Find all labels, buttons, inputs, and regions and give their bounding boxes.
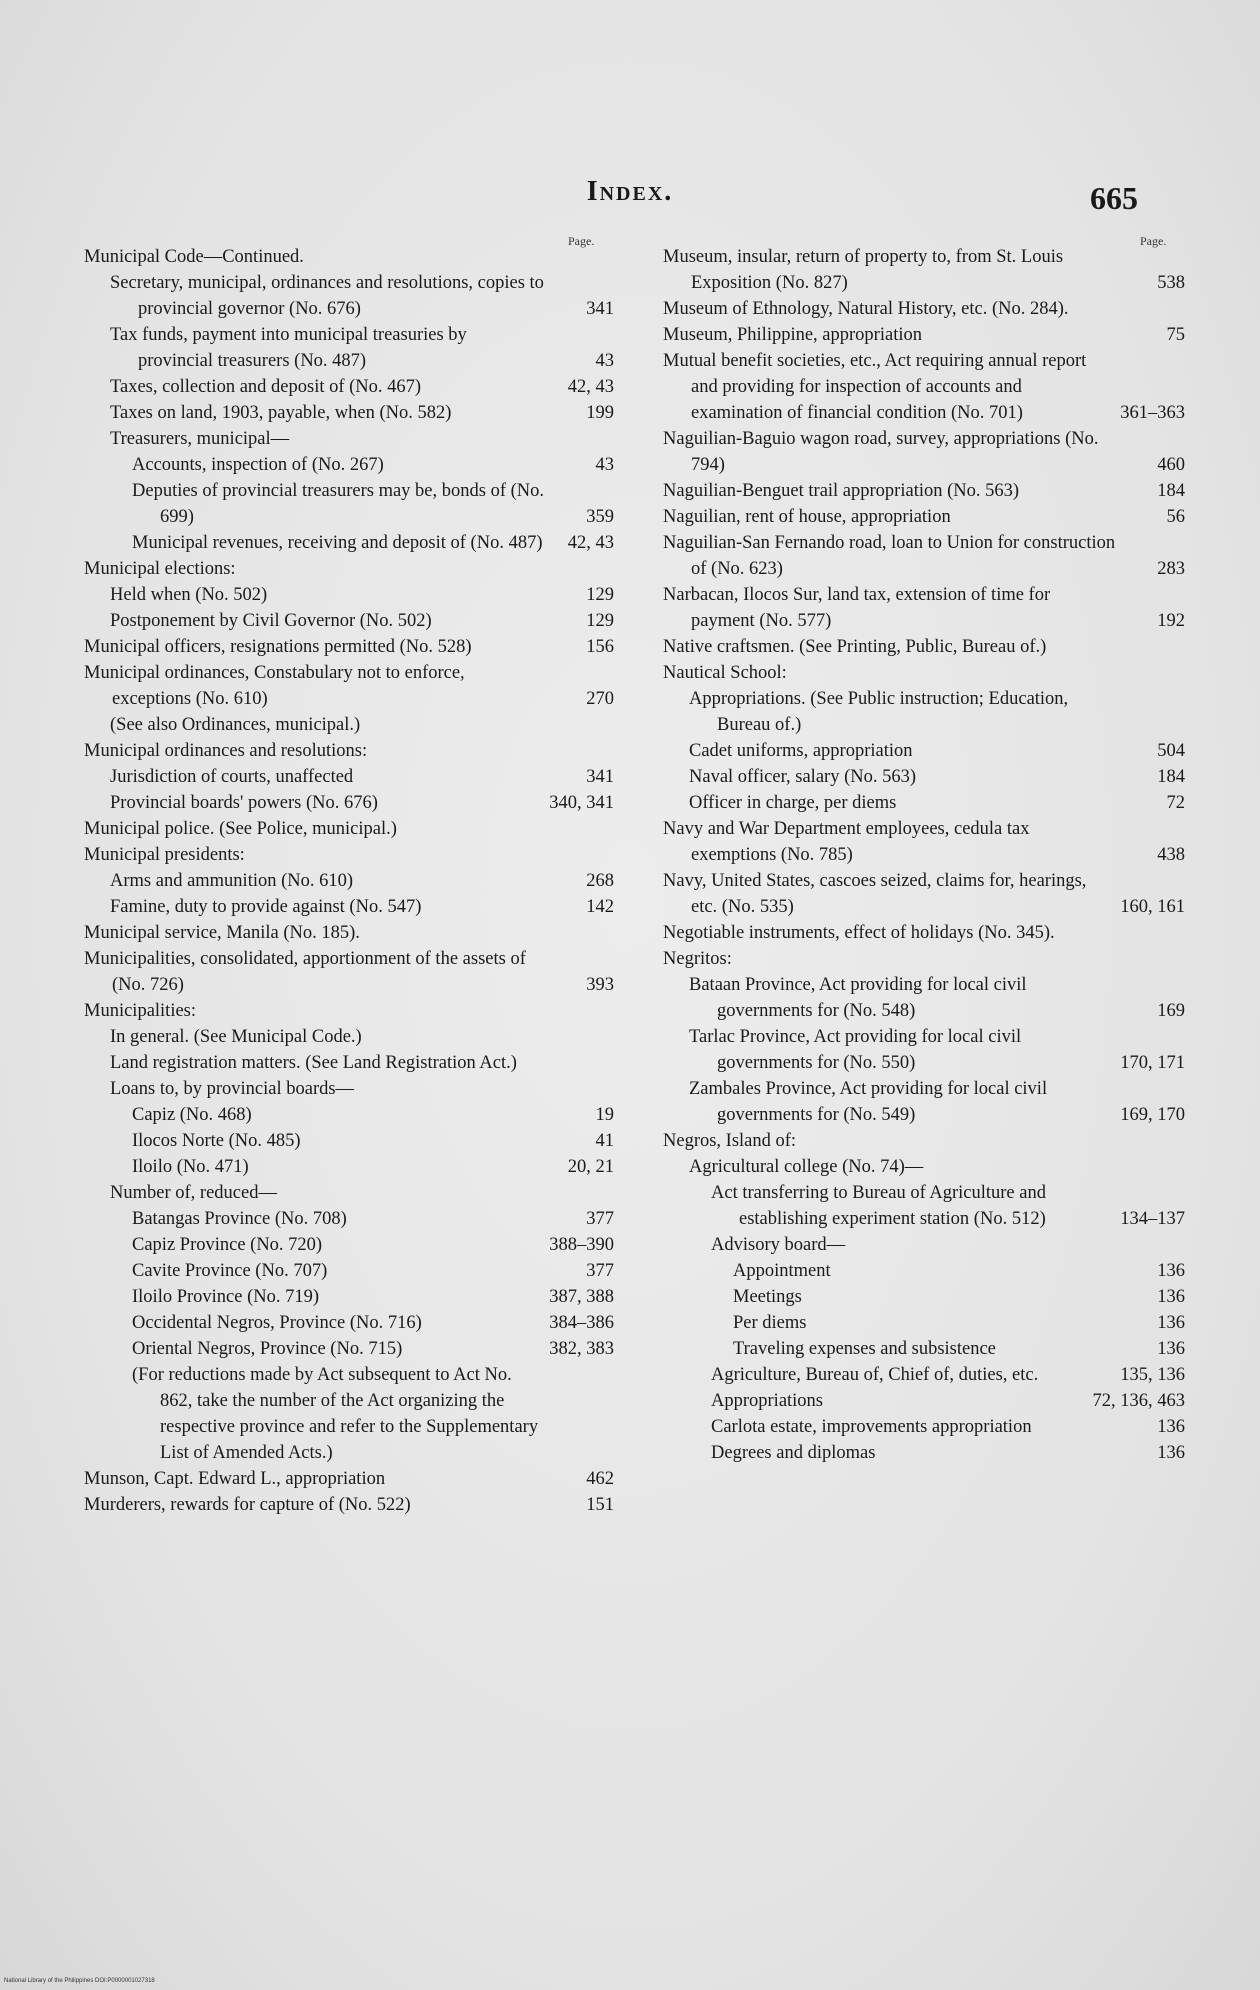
index-entry-text: Accounts, inspection of (No. 267): [132, 455, 384, 475]
index-entry-text: Naguilian-Baguio wagon road, survey, appropriations (No. 794): [663, 429, 1099, 475]
index-entry-page: 42, 43: [567, 377, 614, 397]
index-entry-text: Municipal presidents:: [84, 845, 245, 865]
index-entry: [132, 1154, 614, 1180]
index-entry: Naval officer, salary (No. 563) 184: [689, 767, 1185, 787]
index-entry: Batangas Province (No. 708) 377: [132, 1209, 614, 1229]
index-entry: [110, 1050, 614, 1076]
page-column-label-right: Page.: [1140, 234, 1167, 248]
index-entry-page: 134–137: [1120, 1209, 1185, 1229]
index-entry-text: Negros, Island of:: [663, 1131, 797, 1151]
index-entry: Municipalities, consolidated, apportionment of the assets of (No. 726) 393: [84, 949, 614, 995]
index-entry: [84, 816, 614, 842]
index-entry-text: Museum, insular, return of property to, from St. Louis Exposition (No. 827): [663, 247, 1064, 293]
index-entry-text: Nautical School:: [663, 663, 787, 683]
index-entry-text: Postponement by Civil Governor (No. 502): [110, 611, 432, 631]
index-entry: Narbacan, Ilocos Sur, land tax, extension of time for payment (No. 577) 192: [663, 585, 1185, 631]
index-entry: Naguilian-San Fernando road, loan to Union for construction of (No. 623) 283: [663, 533, 1185, 579]
index-entry-text: (See also Ordinances, municipal.): [110, 715, 361, 735]
index-entry: [689, 1154, 1185, 1180]
index-entry: [663, 348, 1185, 426]
index-entry-text: Occidental Negros, Province (No. 716): [132, 1313, 422, 1333]
index-entry-text: Tax funds, payment into municipal treasuries by provincial treasurers (No. 487): [110, 325, 467, 371]
index-entry-text: Jurisdiction of courts, unaffected: [110, 767, 354, 787]
index-entry-text: Municipalities, consolidated, apportionment of the assets of (No. 726): [84, 949, 526, 995]
index-entry-text: Municipal ordinances and resolutions:: [84, 741, 368, 761]
index-entry: [132, 1362, 614, 1466]
index-entry: [84, 842, 614, 868]
index-entry: Meetings 136: [733, 1287, 1185, 1307]
index-entry-text: Municipal elections:: [84, 559, 236, 579]
index-entry-text: Deputies of provincial treasurers may be, bonds of (No. 699): [132, 481, 545, 527]
index-entry-page: 135, 136: [1120, 1365, 1185, 1385]
index-entry: Jurisdiction of courts, unaffected 341: [110, 767, 614, 787]
index-entry: [110, 374, 614, 400]
index-entry-text: Navy and War Department employees, cedula tax exemptions (No. 785): [663, 819, 1030, 865]
index-entry: Navy and War Department employees, cedula tax exemptions (No. 785) 438: [663, 819, 1185, 865]
index-entry: [689, 686, 1185, 738]
index-entry-page: 382, 383: [549, 1339, 614, 1359]
index-entry-text: Arms and ammunition (No. 610): [110, 871, 354, 891]
index-entry-text: Narbacan, Ilocos Sur, land tax, extension of time for payment (No. 577): [663, 585, 1051, 631]
index-entry: Cadet uniforms, appropriation 504: [689, 741, 1185, 761]
index-entry: Cavite Province (No. 707) 377: [132, 1261, 614, 1281]
index-entry: Carlota estate, improvements appropriation 136: [711, 1417, 1185, 1437]
index-entry: Naguilian, rent of house, appropriation 56: [663, 507, 1185, 527]
index-entry: Degrees and diplomas 136: [711, 1443, 1185, 1463]
index-entry-page: 20, 21: [567, 1157, 614, 1177]
index-entry: [110, 426, 614, 452]
index-entry: [132, 530, 614, 556]
index-entry: Capiz (No. 468) 19: [132, 1105, 614, 1125]
index-entry-text: Native craftsmen. (See Printing, Public, Bureau of.): [663, 637, 1047, 657]
index-entry-text: Munson, Capt. Edward L., appropriation: [84, 1469, 386, 1489]
index-entry: [663, 634, 1185, 660]
index-entry-text: Zambales Province, Act providing for local civil governments for (No. 549): [689, 1079, 1048, 1125]
index-entry: Munson, Capt. Edward L., appropriation 462: [84, 1469, 614, 1489]
index-entry: Accounts, inspection of (No. 267) 43: [132, 455, 614, 475]
index-entry: Traveling expenses and subsistence 136: [733, 1339, 1185, 1359]
index-entry-text: Negotiable instruments, effect of holidays (No. 345).: [663, 923, 1055, 943]
index-entry-text: Iloilo (No. 471): [132, 1157, 249, 1177]
index-entry: [711, 1232, 1185, 1258]
index-entry-text: Officer in charge, per diems: [689, 793, 897, 813]
index-entry: Museum, Philippine, appropriation 75: [663, 325, 1185, 345]
index-entry-page: 361–363: [1120, 403, 1185, 423]
index-entry-text: Municipal service, Manila (No. 185).: [84, 923, 360, 943]
index-entry-text: Ilocos Norte (No. 485): [132, 1131, 301, 1151]
index-entry: Held when (No. 502) 129: [110, 585, 614, 605]
index-entry-text: Taxes, collection and deposit of (No. 467): [110, 377, 422, 397]
index-entry: Naguilian-Benguet trail appropriation (No. 563) 184: [663, 481, 1185, 501]
index-entry-page: 387, 388: [549, 1287, 614, 1307]
index-entry: [132, 1284, 614, 1310]
index-entry-text: Capiz (No. 468): [132, 1105, 252, 1125]
index-entry-text: Naguilian-San Fernando road, loan to Union for construction of (No. 623): [663, 533, 1116, 579]
index-entry-text: Per diems: [733, 1313, 807, 1333]
index-entry: Famine, duty to provide against (No. 547) 142: [110, 897, 614, 917]
index-entry-text: Agricultural college (No. 74)—: [689, 1157, 924, 1177]
index-entry: [84, 556, 614, 582]
index-entry-text: Municipal ordinances, Constabulary not to enforce, exceptions (No. 610): [84, 663, 465, 709]
index-entry-text: Mutual benefit societies, etc., Act requiring annual report and providing for inspection of accounts and examination of financial condition (No. 701): [663, 351, 1087, 423]
index-entry: [663, 920, 1185, 946]
index-entry-text: Held when (No. 502): [110, 585, 268, 605]
index-column-left: [84, 244, 614, 1518]
page-number: 665: [1090, 180, 1138, 216]
index-entry: Ilocos Norte (No. 485) 41: [132, 1131, 614, 1151]
index-entry: Per diems 136: [733, 1313, 1185, 1333]
index-entry-text: Capiz Province (No. 720): [132, 1235, 323, 1255]
index-entry: [84, 998, 614, 1024]
index-entry: [711, 1388, 1185, 1414]
index-entry-text: Famine, duty to provide against (No. 547): [110, 897, 422, 917]
index-entry-text: Advisory board—: [711, 1235, 846, 1255]
index-entry: Officer in charge, per diems 72: [689, 793, 1185, 813]
index-entry-text: Appropriations. (See Public instruction; Education, Bureau of.): [689, 689, 1069, 735]
index-entry: [110, 1024, 614, 1050]
index-entry-text: Municipal Code—Continued.: [84, 247, 304, 267]
index-entry-page: 340, 341: [549, 793, 614, 813]
index-entry: [663, 296, 1185, 322]
index-entry-page: 388–390: [549, 1235, 614, 1255]
index-column-right: [663, 244, 1185, 1466]
index-entry-text: Appointment: [733, 1261, 831, 1281]
index-entry: Tax funds, payment into municipal treasuries by provincial treasurers (No. 487) 43: [110, 325, 614, 371]
index-entry-text: Navy, United States, cascoes seized, claims for, hearings, etc. (No. 535): [663, 871, 1087, 917]
index-entry-text: Tarlac Province, Act providing for local civil governments for (No. 550): [689, 1027, 1022, 1073]
index-entry-text: Iloilo Province (No. 719): [132, 1287, 320, 1307]
index-entry-text: Secretary, municipal, ordinances and resolutions, copies to provincial governor (No. 676): [110, 273, 544, 319]
index-entry-text: Naval officer, salary (No. 563): [689, 767, 916, 787]
index-entry-text: Bataan Province, Act providing for local civil governments for (No. 548): [689, 975, 1027, 1021]
page-title: Index.: [586, 176, 674, 207]
index-entry: Taxes on land, 1903, payable, when (No. 582) 199: [110, 403, 614, 423]
index-entry: [84, 244, 614, 270]
index-entry: Naguilian-Baguio wagon road, survey, appropriations (No. 794) 460: [663, 429, 1185, 475]
index-entry: [711, 1362, 1185, 1388]
index-entry-text: Act transferring to Bureau of Agriculture and establishing experiment station (No. 512): [711, 1183, 1046, 1229]
index-entry: [110, 712, 614, 738]
index-entry-text: Carlota estate, improvements appropriation: [711, 1417, 1032, 1437]
index-entry: Murderers, rewards for capture of (No. 522) 151: [84, 1495, 614, 1515]
index-entry-text: Agriculture, Bureau of, Chief of, duties, etc.: [711, 1365, 1039, 1385]
index-entry-text: Cavite Province (No. 707): [132, 1261, 328, 1281]
index-entry-text: Appropriations: [711, 1391, 824, 1411]
index-entry: [663, 946, 1185, 972]
index-entry: Secretary, municipal, ordinances and resolutions, copies to provincial governor (No. 676) 341: [110, 273, 614, 319]
index-entry: Arms and ammunition (No. 610) 268: [110, 871, 614, 891]
index-entry-page: 160, 161: [1120, 897, 1185, 917]
index-entry: [711, 1180, 1185, 1232]
index-entry-text: Degrees and diplomas: [711, 1443, 876, 1463]
index-entry-text: Loans to, by provincial boards—: [110, 1079, 355, 1099]
index-entry-text: Provincial boards' powers (No. 676): [110, 793, 378, 813]
index-entry-page: 42, 43: [567, 533, 614, 553]
index-entry-text: Municipal police. (See Police, municipal.): [84, 819, 397, 839]
index-entry: [663, 1128, 1185, 1154]
index-entry-text: Municipal revenues, receiving and deposit of (No. 487): [132, 533, 543, 553]
index-entry-text: Museum, Philippine, appropriation: [663, 325, 922, 345]
index-entry: Appointment 136: [733, 1261, 1185, 1281]
index-entry-text: Number of, reduced—: [110, 1183, 277, 1203]
index-entry-page: 170, 171: [1120, 1053, 1185, 1073]
index-entry: Museum, insular, return of property to, from St. Louis Exposition (No. 827) 538: [663, 247, 1185, 293]
index-entry-text: Batangas Province (No. 708): [132, 1209, 347, 1229]
index-entry: [110, 790, 614, 816]
index-entry-text: Naguilian-Benguet trail appropriation (No. 563): [663, 481, 1020, 501]
index-entry-text: Cadet uniforms, appropriation: [689, 741, 913, 761]
index-entry: [110, 1076, 614, 1102]
index-entry: [689, 1024, 1185, 1076]
index-entry: Bataan Province, Act providing for local civil governments for (No. 548) 169: [689, 975, 1185, 1021]
index-entry: [132, 1232, 614, 1258]
footer-source: National Library of the Philippines DOI:P0000001027318: [4, 1978, 155, 1984]
index-entry-text: Treasurers, municipal—: [110, 429, 290, 449]
index-entry: Postponement by Civil Governor (No. 502) 129: [110, 611, 614, 631]
index-entry-text: Municipal officers, resignations permitted (No. 528): [84, 637, 472, 657]
index-entry-text: Oriental Negros, Province (No. 715): [132, 1339, 403, 1359]
index-entry-text: In general. (See Municipal Code.): [110, 1027, 362, 1047]
index-entry: [132, 1310, 614, 1336]
index-entry-text: Traveling expenses and subsistence: [733, 1339, 996, 1359]
index-entry-page: 169, 170: [1120, 1105, 1185, 1125]
index-entry-text: (For reductions made by Act subsequent to Act No. 862, take the number of the Act organizing the respective province and refer to the Supplementary List of Amended Acts.): [132, 1365, 539, 1463]
index-entry: Municipal ordinances, Constabulary not to enforce, exceptions (No. 610) 270: [84, 663, 614, 709]
index-entry-text: Murderers, rewards for capture of (No. 522): [84, 1495, 411, 1515]
index-entry-text: Negritos:: [663, 949, 732, 969]
index-entry: Deputies of provincial treasurers may be, bonds of (No. 699) 359: [132, 481, 614, 527]
index-entry: [689, 1076, 1185, 1128]
index-entry: [84, 920, 614, 946]
index-entry-text: Land registration matters. (See Land Registration Act.): [110, 1053, 517, 1073]
index-entry: Municipal officers, resignations permitted (No. 528) 156: [84, 637, 614, 657]
index-entry-text: Museum of Ethnology, Natural History, etc. (No. 284).: [663, 299, 1069, 319]
index-entry-page: 72, 136, 463: [1092, 1391, 1185, 1411]
index-entry-text: Meetings: [733, 1287, 802, 1307]
index-entry: [84, 738, 614, 764]
page-column-label-left: Page.: [568, 234, 595, 248]
index-entry-text: Municipalities:: [84, 1001, 197, 1021]
index-entry: [132, 1336, 614, 1362]
index-entry: [663, 660, 1185, 686]
index-entry: [110, 1180, 614, 1206]
index-entry-text: Taxes on land, 1903, payable, when (No. 582): [110, 403, 452, 423]
index-entry-text: Naguilian, rent of house, appropriation: [663, 507, 951, 527]
index-entry: [663, 868, 1185, 920]
index-entry-page: 384–386: [549, 1313, 614, 1333]
